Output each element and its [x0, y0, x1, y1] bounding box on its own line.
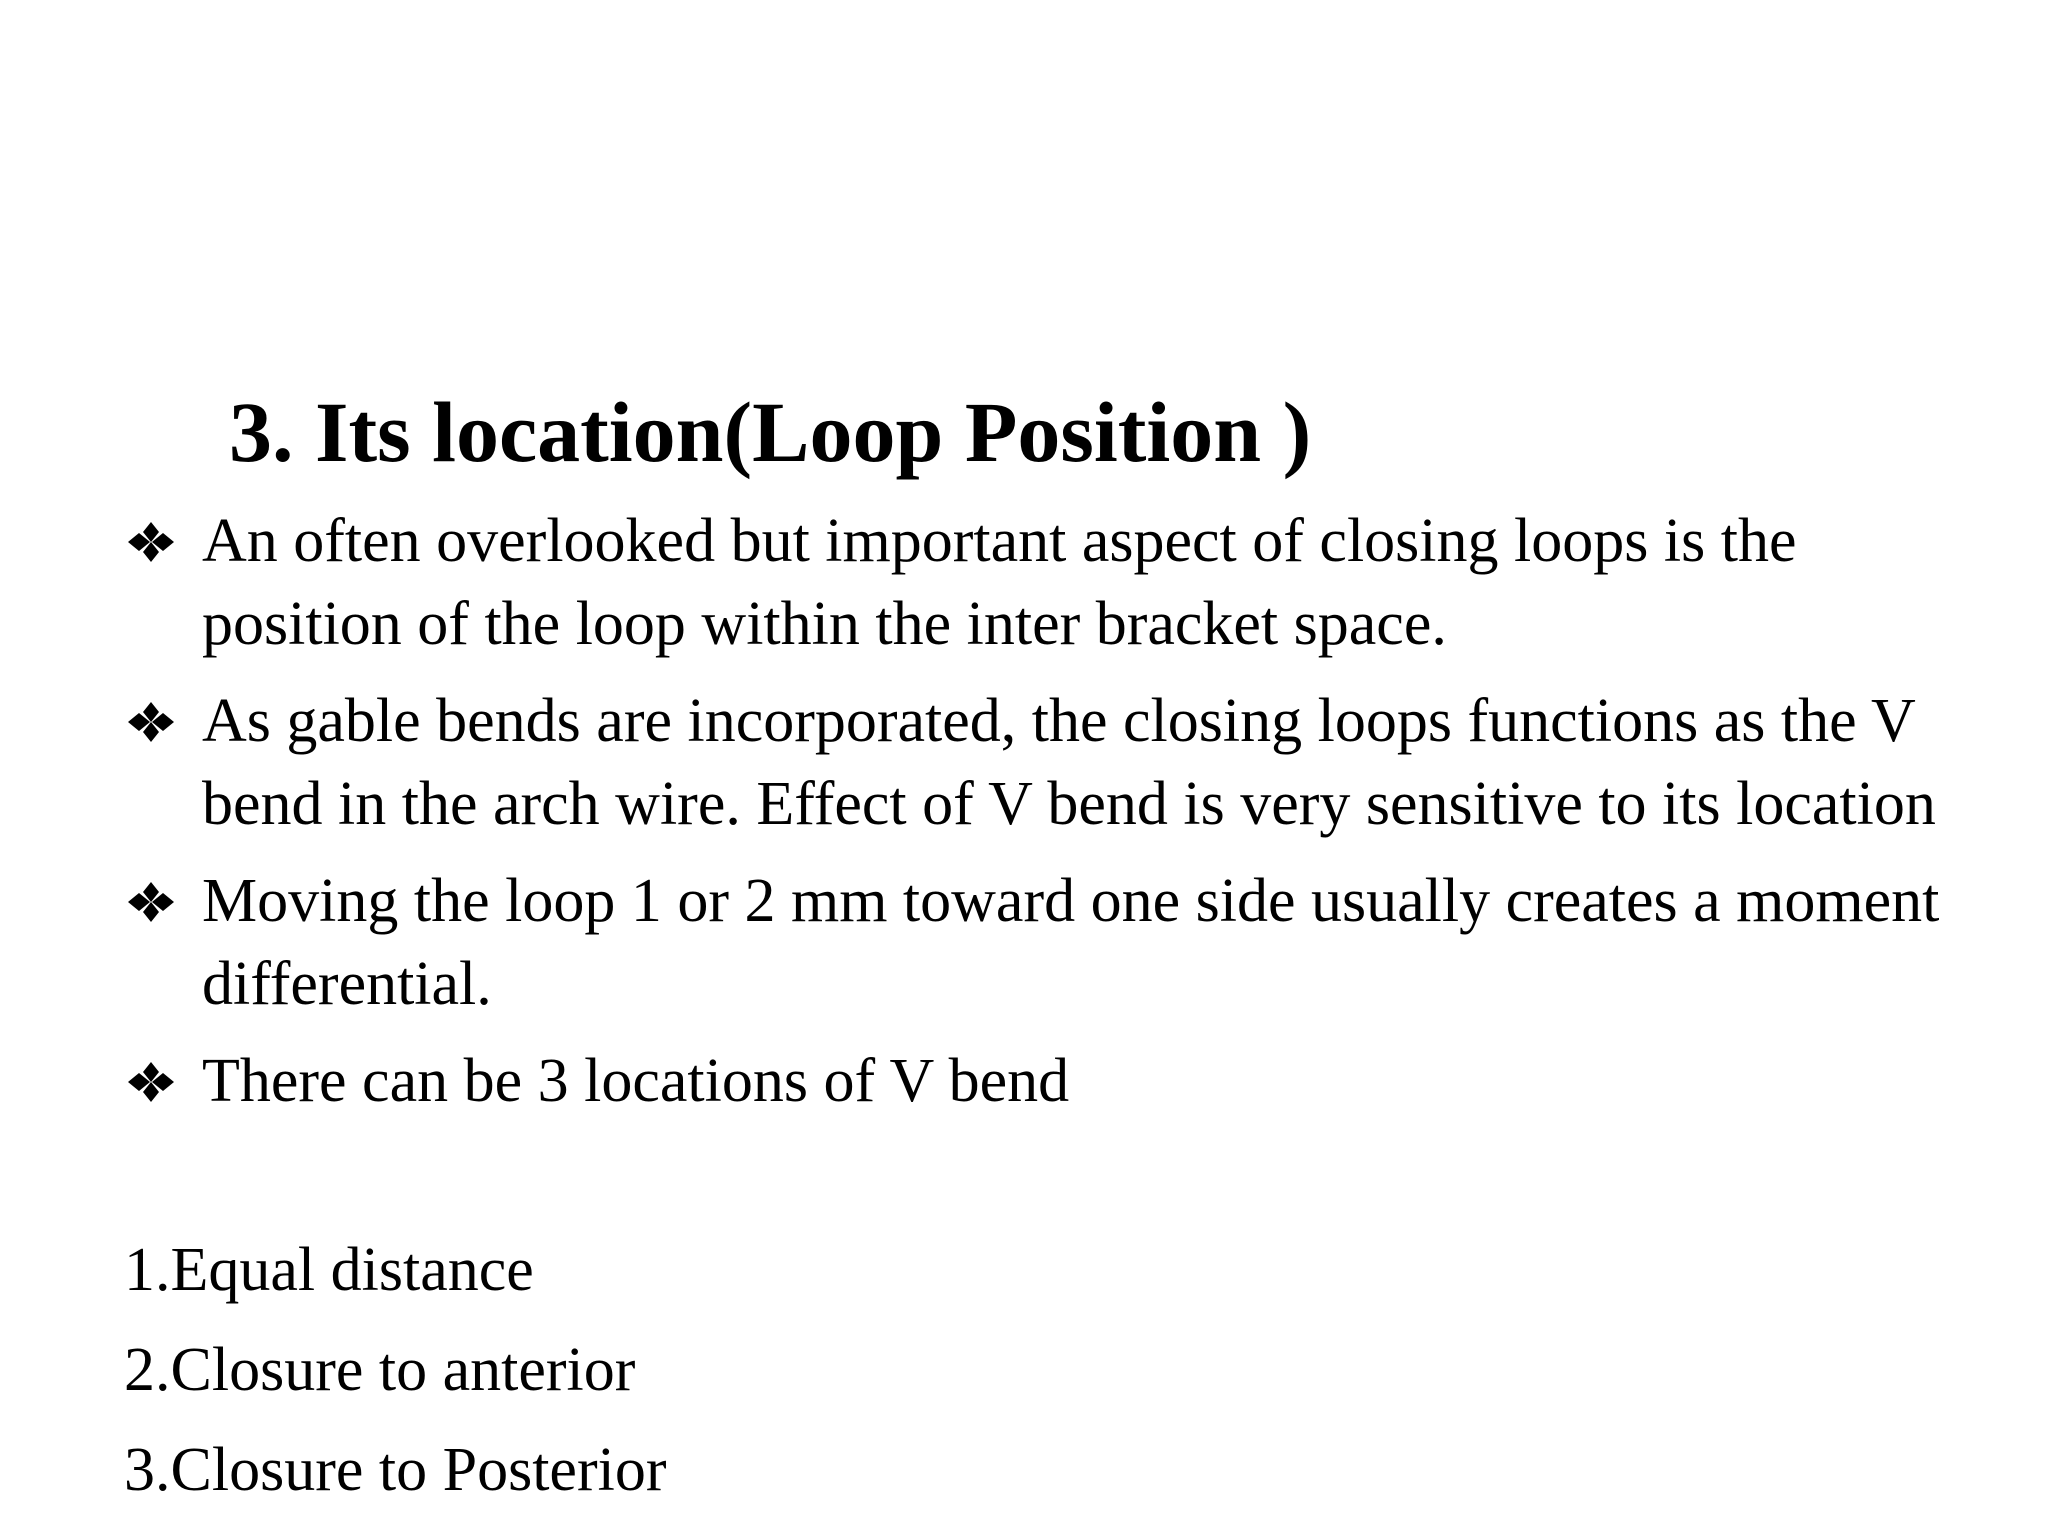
- slide-title: 3. Its location(Loop Position ): [229, 384, 1312, 480]
- four-diamond-bullet-icon: [128, 1062, 174, 1102]
- bullet-text: An often overlooked but important aspect of closing loops is the position of the loop within the inter bracket space.: [202, 507, 1797, 658]
- bullet-item: [128, 680, 1988, 846]
- bullet-list: [128, 500, 1988, 1137]
- numbered-item: 3.Closure to Posterior: [124, 1436, 667, 1504]
- bullet-item: [128, 860, 1988, 1026]
- bullet-text: There can be 3 locations of V bend: [202, 1047, 1070, 1115]
- numbered-list: [124, 1220, 666, 1520]
- bullet-text: Moving the loop 1 or 2 mm toward one side usually creates a moment differential.: [202, 867, 1940, 1018]
- numbered-item: 1.Equal distance: [124, 1236, 534, 1304]
- bullet-text: As gable bends are incorporated, the closing loops functions as the V bend in the arch wire. Effect of V bend is very sensitive to its location: [202, 687, 1936, 838]
- four-diamond-bullet-icon: [128, 522, 174, 562]
- four-diamond-bullet-icon: [128, 882, 174, 922]
- bullet-item: [128, 500, 1988, 666]
- numbered-item: 2.Closure to anterior: [124, 1336, 636, 1404]
- four-diamond-bullet-icon: [128, 702, 174, 742]
- bullet-item: [128, 1040, 1988, 1123]
